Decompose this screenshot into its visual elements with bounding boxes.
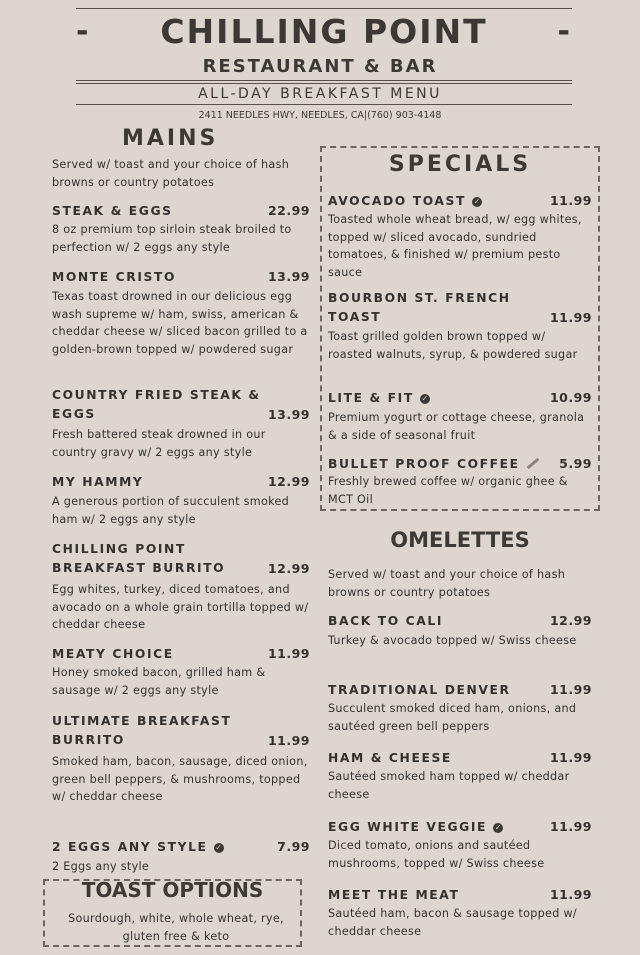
header-rule-mid1	[76, 80, 572, 81]
item-price: 7.99	[277, 839, 310, 854]
omelette-item-head	[328, 817, 592, 837]
item-price: 11.99	[267, 733, 310, 748]
item-desc: Sautéed ham, bacon & sausage topped w/ cheddar cheese	[328, 907, 577, 938]
omelettes-title: OMELETTES	[390, 528, 530, 552]
restaurant-title	[76, 12, 572, 51]
title-dash-left: -	[76, 14, 91, 49]
item-price: 13.99	[267, 269, 310, 284]
mains-item-head	[52, 712, 310, 750]
item-name: BULLET PROOF COFFEE	[328, 457, 520, 471]
item-name: HAM & CHEESE	[328, 751, 452, 765]
item-name: BOURBON ST. FRENCH TOAST	[328, 291, 511, 324]
item-desc: Freshly brewed coffee w/ organic ghee & MCT Oil	[328, 475, 568, 506]
item-name: STEAK & EGGS	[52, 204, 173, 218]
mains-item-head	[52, 540, 310, 578]
item-name: MEATY CHOICE	[52, 647, 174, 661]
pencil-icon	[526, 458, 539, 469]
special-item-head	[328, 454, 592, 474]
header-rule-bottom	[76, 104, 572, 105]
item-name: MY HAMMY	[52, 475, 144, 489]
restaurant-name: CHILLING POINT	[160, 12, 488, 51]
mains-item-head	[52, 472, 310, 492]
restaurant-subtitle: RESTAURANT & BAR	[202, 56, 438, 77]
item-price: 13.99	[267, 407, 310, 422]
item-price: 12.99	[267, 561, 310, 576]
item-name: EGG WHITE VEGGIE	[328, 820, 488, 834]
item-name: TRADITIONAL DENVER	[328, 683, 511, 697]
omelette-item-head	[328, 680, 592, 700]
item-price: 10.99	[549, 390, 592, 405]
item-desc: Texas toast drowned in our delicious egg wash supreme w/ ham, swiss, american & cheddar cheese w/ sliced bacon grilled to a golden-brown topped w/ powdered sugar	[52, 290, 308, 356]
item-desc: Toasted whole wheat bread, w/ egg whites, topped w/ sliced avocado, sundried tomatoes, & finished w/ premium pesto sauce	[328, 213, 582, 279]
item-desc: Fresh battered steak drowned in our country gravy w/ 2 eggs any style	[52, 428, 266, 459]
vegetarian-check-icon: ✓	[494, 823, 502, 832]
special-item-head	[328, 191, 592, 211]
item-name: AVOCADO TOAST	[328, 194, 466, 208]
item-price: 11.99	[549, 750, 592, 765]
omelette-item-head	[328, 748, 592, 768]
item-name: LITE & FIT	[328, 391, 414, 405]
item-price: 11.99	[549, 310, 592, 325]
item-desc: Toast grilled golden brown topped w/ roasted walnuts, syrup, & powdered sugar	[328, 330, 578, 361]
mains-item-head	[52, 201, 310, 221]
item-price: 11.99	[549, 682, 592, 697]
item-price: 11.99	[549, 193, 592, 208]
title-dash-right: -	[557, 14, 572, 49]
item-name: MONTE CRISTO	[52, 270, 177, 284]
item-desc: A generous portion of succulent smoked ham w/ 2 eggs any style	[52, 495, 290, 526]
item-price: 22.99	[267, 203, 310, 218]
menu-name: ALL-DAY BREAKFAST MENU	[198, 86, 442, 102]
special-item-head	[328, 388, 592, 408]
item-desc: Sautéed smoked ham topped w/ cheddar cheese	[328, 770, 570, 801]
omelette-item-head	[328, 885, 592, 905]
item-name: CHILLING POINT BREAKFAST BURRITO	[52, 542, 226, 575]
mains-item-head	[52, 644, 310, 664]
vegetarian-check-icon: ✓	[421, 394, 429, 403]
specials-title: SPECIALS	[388, 152, 532, 177]
toast-options-text: Sourdough, white, whole wheat, rye, gluten free & keto	[68, 912, 284, 943]
item-desc: Succulent smoked diced ham, onions, and sautéed green bell peppers	[328, 702, 577, 733]
item-name: ULTIMATE BREAKFAST BURRITO	[52, 714, 232, 747]
mains-intro: Served w/ toast and your choice of hash browns or country potatoes	[52, 158, 290, 189]
item-name: MEET THE MEAT	[328, 888, 460, 902]
mains-item-head	[52, 386, 310, 424]
item-desc: Turkey & avocado topped w/ Swiss cheese	[328, 634, 577, 647]
item-price: 11.99	[549, 887, 592, 902]
item-price: 12.99	[267, 474, 310, 489]
toast-options-title: TOAST OPTIONS	[81, 878, 264, 902]
item-desc: Smoked ham, bacon, sausage, diced onion, green bell peppers, & mushrooms, topped w/ cheddar cheese	[52, 755, 308, 803]
item-price: 5.99	[559, 456, 592, 471]
item-desc: Diced tomato, onions and sautéed mushrooms, topped w/ Swiss cheese	[328, 839, 545, 870]
address-line: 2411 NEEDLES HWY, NEEDLES, CA|(760) 903-4148	[198, 110, 442, 121]
omelettes-intro: Served w/ toast and your choice of hash browns or country potatoes	[328, 568, 566, 599]
header-rule-mid2	[76, 83, 572, 84]
mains-item-head	[52, 267, 310, 287]
item-desc: Honey smoked bacon, grilled ham & sausage w/ 2 eggs any style	[52, 666, 266, 697]
item-price: 11.99	[267, 646, 310, 661]
item-desc: Premium yogurt or cottage cheese, granola & a side of seasonal fruit	[328, 411, 585, 442]
special-item-head	[328, 289, 592, 327]
item-desc: 2 Eggs any style	[52, 860, 150, 873]
item-desc: Egg whites, turkey, diced tomatoes, and avocado on a whole grain tortilla topped w/ cheddar cheese	[52, 583, 309, 631]
mains-title: MAINS	[122, 126, 219, 151]
item-desc: 8 oz premium top sirloin steak broiled to perfection w/ 2 eggs any style	[52, 223, 292, 254]
item-name: COUNTRY FRIED STEAK & EGGS	[52, 388, 261, 421]
omelette-item-head	[328, 611, 592, 631]
item-name: 2 EGGS ANY STYLE	[52, 840, 208, 854]
mains-item-head	[52, 837, 310, 857]
item-price: 11.99	[549, 819, 592, 834]
vegetarian-check-icon: ✓	[473, 197, 481, 206]
vegetarian-check-icon: ✓	[215, 843, 222, 852]
item-price: 12.99	[549, 613, 592, 628]
item-name: BACK TO CALI	[328, 614, 443, 628]
header-rule-top	[76, 8, 572, 9]
